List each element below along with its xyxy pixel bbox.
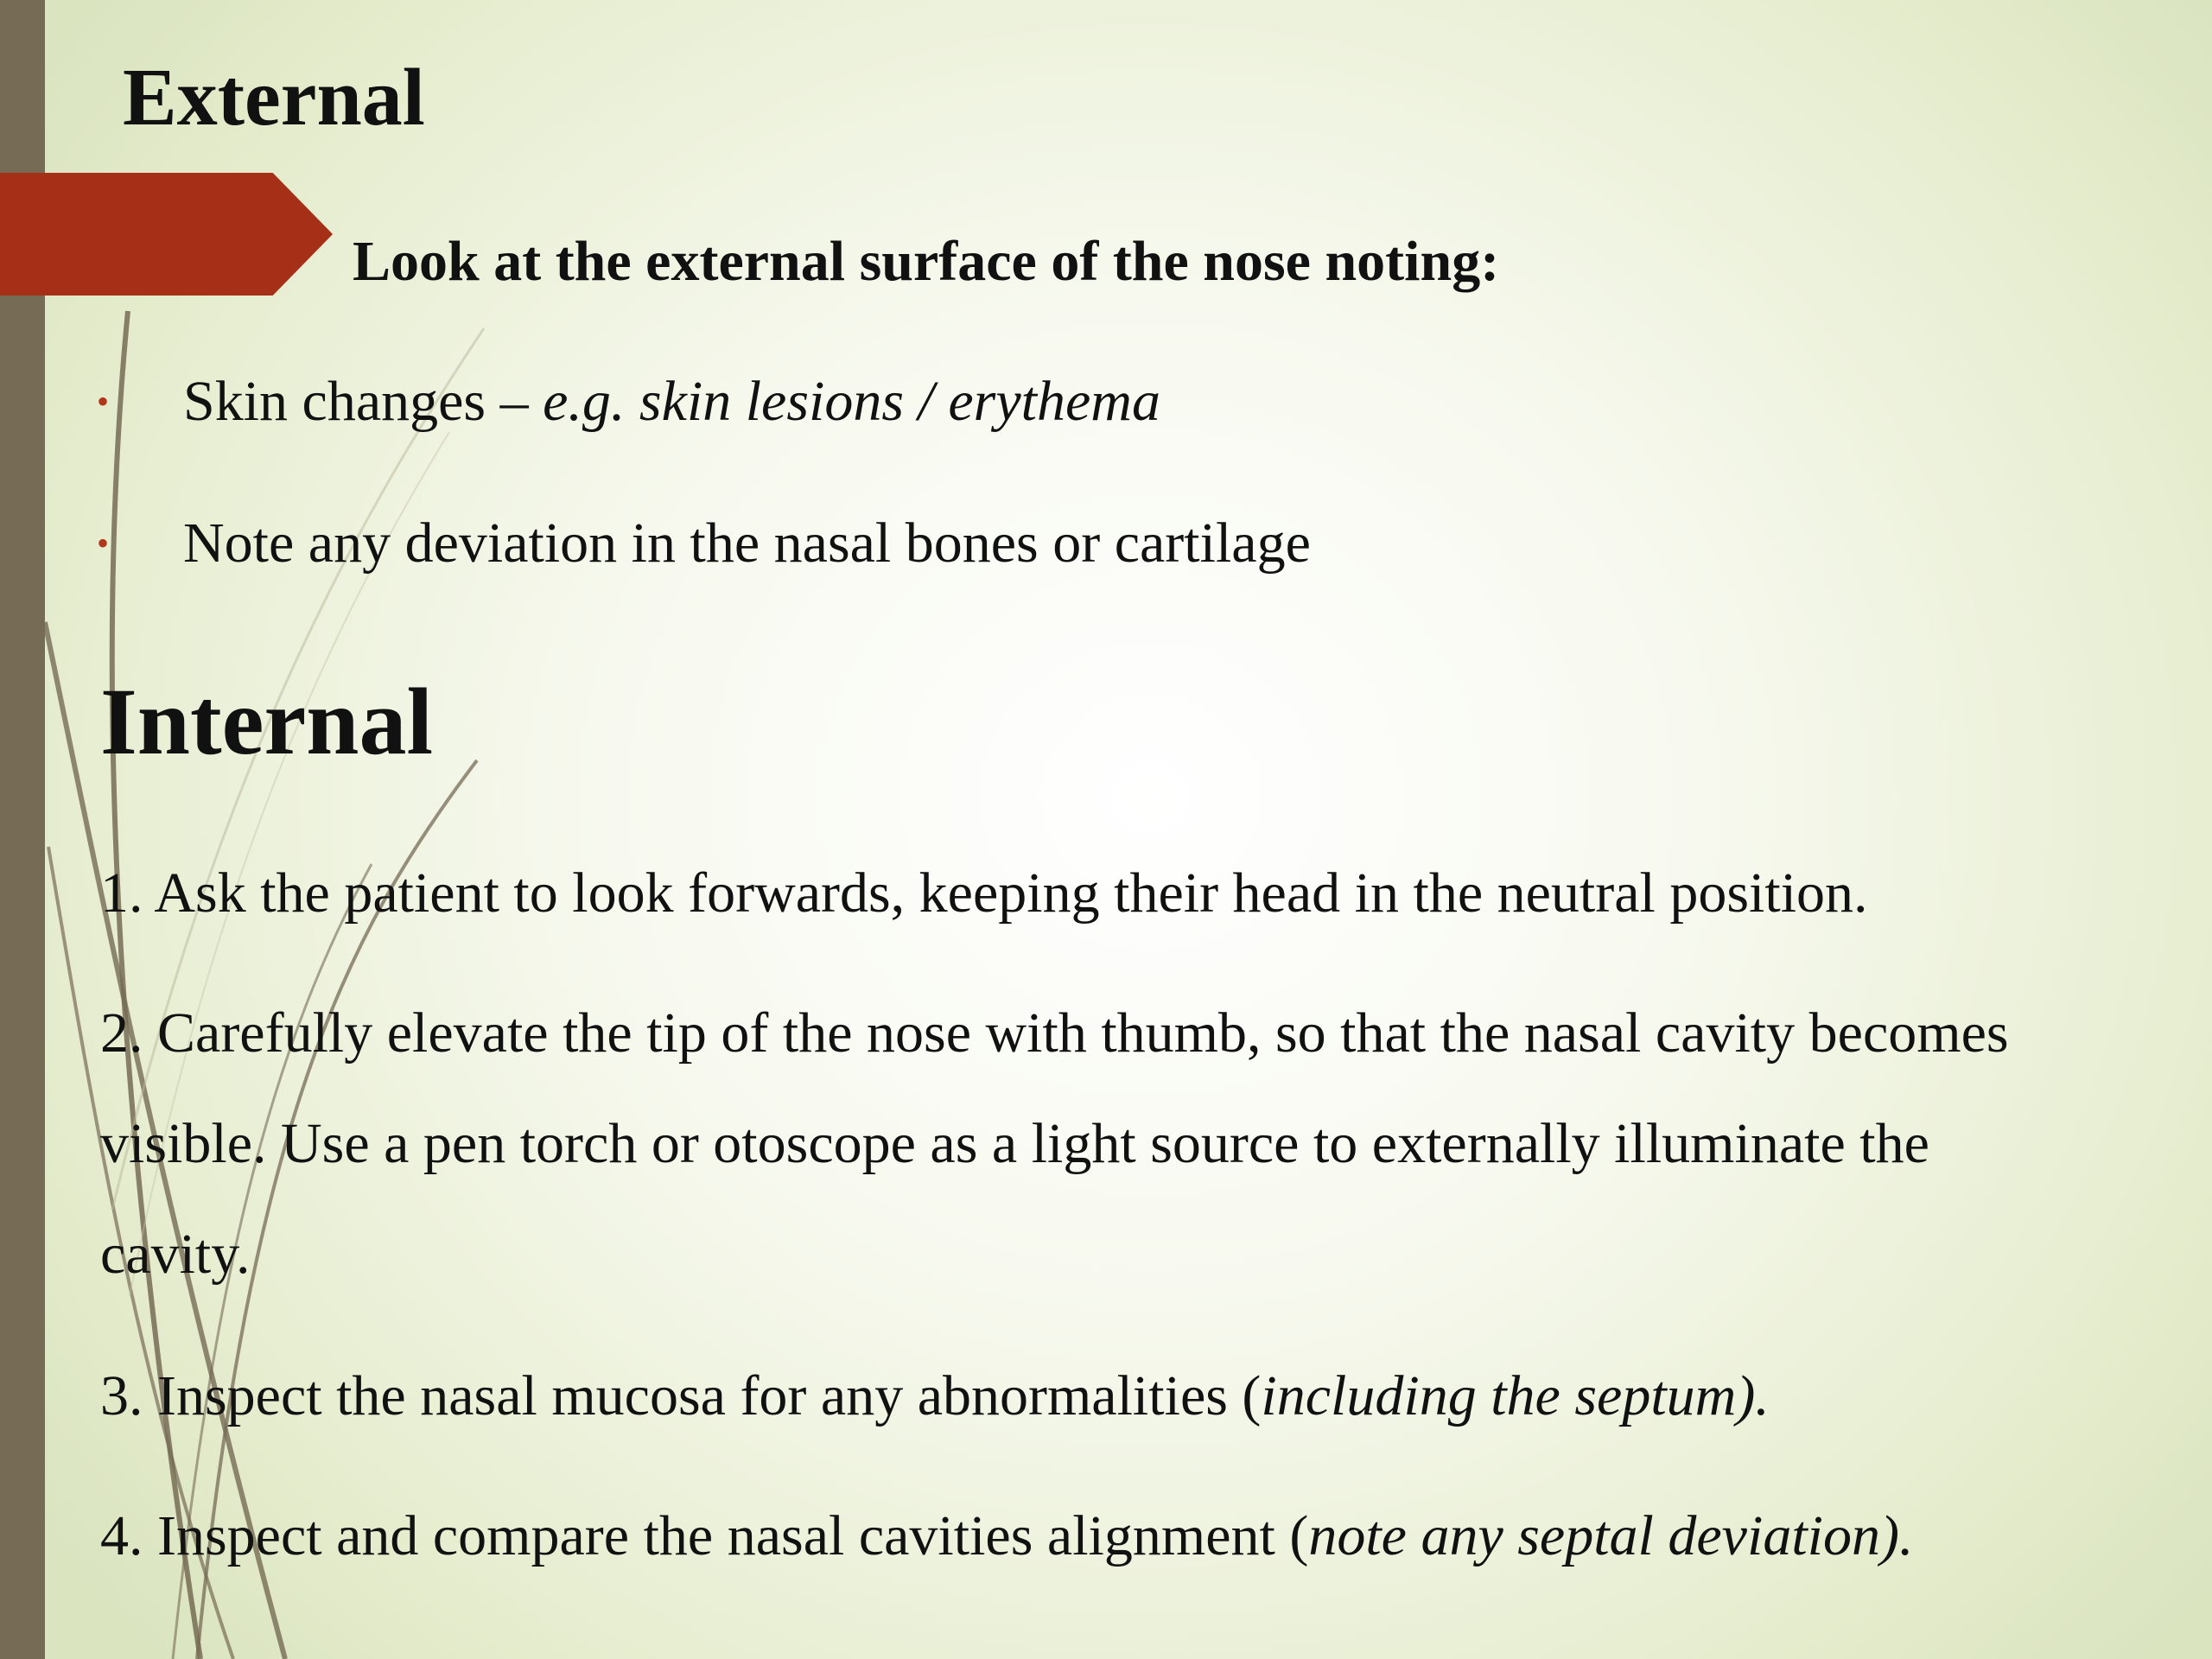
step-text: 1. Ask the patient to look forwards, keeping their head in the neutral position. bbox=[100, 861, 1868, 925]
red-arrow-marker bbox=[0, 173, 333, 296]
bullet-text-italic: e.g. skin lesions / erythema bbox=[543, 370, 1160, 433]
step-text: 4. Inspect and compare the nasal cavities alignment ( bbox=[100, 1504, 1309, 1567]
step-text-line: 2. Carefully elevate the tip of the nose with thumb, so that the nasal cavity becomes bbox=[100, 1001, 2009, 1065]
external-intro: Look at the external surface of the nose noting: bbox=[353, 230, 1500, 293]
step-4 bbox=[100, 1481, 2174, 1592]
step-text-line: visible. Use a pen torch or otoscope as a light source to externally illuminate the bbox=[100, 1112, 1929, 1175]
bullet-text: Skin changes – bbox=[183, 370, 543, 433]
step-text: 3. Inspect the nasal mucosa for any abnormalities ( bbox=[100, 1364, 1262, 1427]
step-2 bbox=[100, 978, 2174, 1310]
bullet-text: Note any deviation in the nasal bones or cartilage bbox=[183, 512, 1311, 575]
heading-external: External bbox=[123, 53, 425, 143]
bullet-dot-icon: • bbox=[97, 524, 110, 563]
step-text-line: cavity. bbox=[100, 1223, 251, 1286]
step-text-italic: note any septal deviation). bbox=[1308, 1504, 1914, 1567]
heading-internal: Internal bbox=[100, 669, 433, 774]
step-1 bbox=[100, 838, 2174, 949]
step-text-italic: including the septum). bbox=[1261, 1364, 1770, 1427]
step-3 bbox=[100, 1341, 2174, 1452]
bullet-dot-icon: • bbox=[97, 382, 110, 421]
